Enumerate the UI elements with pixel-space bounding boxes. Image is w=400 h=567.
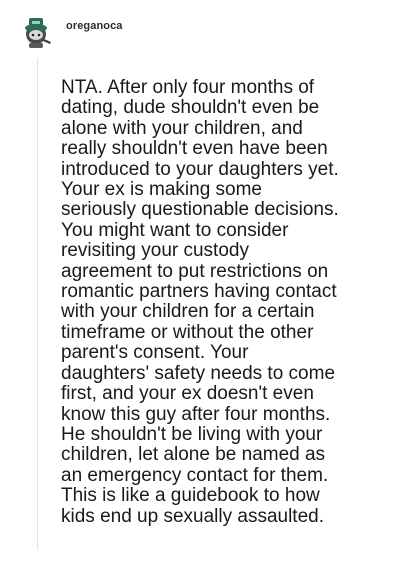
snoo-avatar-icon[interactable] bbox=[20, 15, 54, 49]
comment-body-text: NTA. After only four months of dating, dude shouldn't even be alone with your children, and really shouldn't even have been introduced to your daughters yet. Your ex is making some seriously questionable decisions. You might want to consider revisiting your custody agreement to put restrictions on romantic partners having contact with your children for a certain timeframe or without the other parent's consent. Your daughters' safety needs to come first, and your ex doesn't even know this guy after four months. He shouldn't be living with your children, let alone be named as an emergency contact for them. This is like a guidebook to how kids end up sexually assaulted. bbox=[61, 77, 339, 527]
comment-header bbox=[20, 15, 123, 49]
thread-line[interactable] bbox=[37, 58, 38, 550]
comment-username[interactable]: oreganoca bbox=[66, 20, 123, 32]
